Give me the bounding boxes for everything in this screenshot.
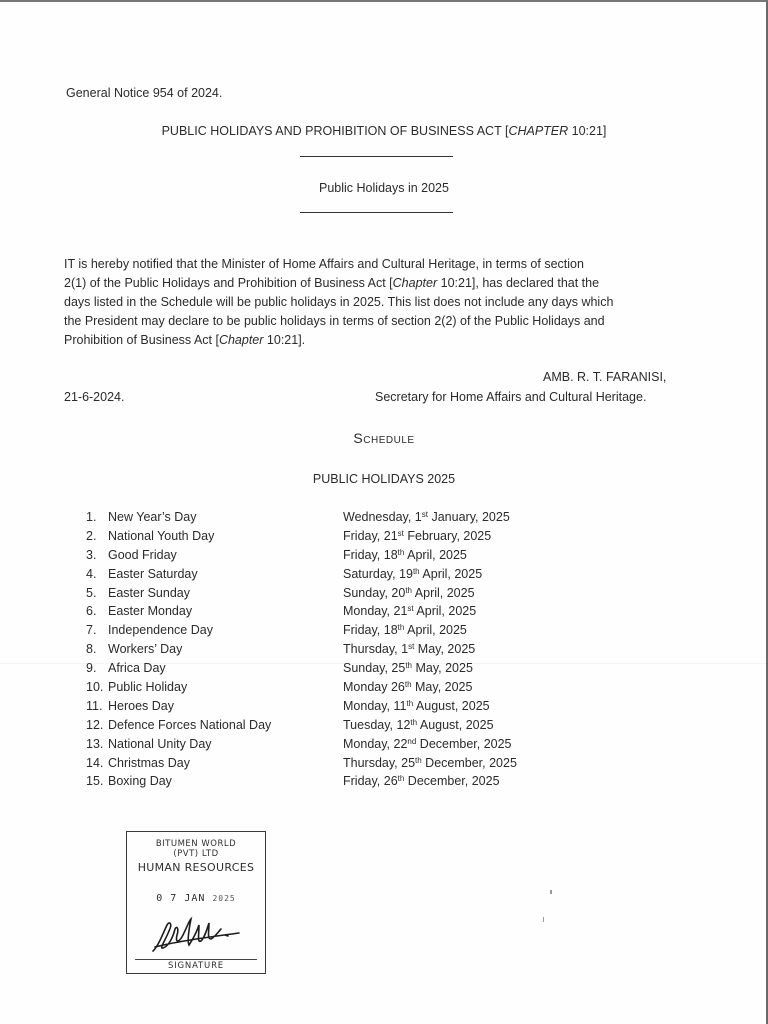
holiday-number: 1. (86, 510, 97, 524)
title-rule-top (300, 156, 453, 157)
holiday-number: 5. (86, 585, 97, 600)
notice-subtitle: Public Holidays in 2025 (319, 181, 449, 195)
holiday-date-rest: April, 2025 (419, 566, 483, 581)
holiday-date-ordinal: th (415, 755, 422, 765)
holiday-date-day: Monday, 22 (343, 736, 408, 751)
holiday-number: 11. (86, 698, 103, 713)
holiday-name: National Youth Day (108, 528, 215, 543)
holiday-number: 8. (86, 642, 97, 657)
holiday-date-rest: April, 2025 (413, 604, 477, 619)
stamp-department: HUMAN RESOURCES (137, 861, 255, 874)
holiday-date (343, 772, 500, 791)
holiday-date (343, 621, 467, 640)
holiday-row (86, 697, 556, 716)
holiday-number: 9. (86, 661, 97, 676)
holiday-name: National Unity Day (108, 736, 212, 751)
stamp-company-line-1: BITUMEN WORLD (155, 839, 237, 849)
holiday-date-day: Monday, 11 (343, 698, 407, 713)
holiday-name: Africa Day (108, 661, 166, 676)
holiday-date-rest: May, 2025 (412, 661, 473, 676)
holiday-date-day: Sunday, 25 (343, 661, 406, 676)
holiday-date (343, 546, 467, 565)
holiday-row (86, 546, 556, 565)
holiday-date-rest: May, 2025 (414, 642, 476, 657)
holiday-date-rest: February, 2025 (403, 528, 492, 543)
holiday-name: Easter Sunday (108, 585, 190, 600)
holiday-date (343, 697, 490, 716)
schedule-heading: Schedule (353, 430, 415, 446)
holiday-row (86, 640, 556, 659)
holiday-row (86, 772, 556, 791)
stamp-date (127, 893, 265, 904)
holiday-number: 2. (86, 528, 97, 543)
stamp-company (127, 839, 265, 859)
holiday-date-ordinal: st (397, 528, 404, 538)
notice-body (64, 255, 704, 350)
holiday-name: Easter Monday (108, 604, 193, 619)
body-line-1: IT is hereby notified that the Minister of Home Affairs and Cultural Heritage, in terms of section (64, 257, 584, 271)
holiday-date (343, 527, 491, 546)
holiday-date-day: Friday, 18 (343, 623, 398, 638)
holiday-date (343, 716, 494, 735)
holiday-date-rest: December, 2025 (404, 774, 500, 789)
holiday-date-rest: December, 2025 (421, 755, 517, 770)
signatory-name: AMB. R. T. FARANISI, (543, 370, 667, 384)
holiday-number: 12. (86, 717, 104, 732)
holiday-date-day: Friday, 21 (343, 528, 398, 543)
holiday-row (86, 508, 556, 527)
stamp-signature-label: SIGNATURE (168, 961, 224, 971)
stamp-signature-line (135, 959, 257, 960)
holiday-date (343, 735, 512, 754)
body-line-4: the President may declare to be public holidays in terms of section 2(2) of the Public Holidays and (64, 314, 605, 328)
stamp-date-day-month: 0 7 JAN (156, 893, 206, 904)
holiday-row (86, 584, 556, 603)
holiday-date-rest: August, 2025 (417, 717, 494, 732)
holiday-number: 7. (86, 623, 97, 638)
holiday-number: 14. (86, 755, 104, 770)
holiday-date (343, 678, 472, 697)
holiday-date-day: Tuesday, 12 (343, 717, 411, 732)
holiday-date-ordinal: th (410, 717, 418, 727)
holiday-date-day: Friday, 18 (343, 547, 398, 562)
holiday-date-day: Saturday, 19 (343, 566, 413, 581)
holiday-name: Boxing Day (108, 774, 172, 789)
holiday-date (343, 602, 476, 621)
holiday-row (86, 527, 556, 546)
holiday-date-rest: April, 2025 (404, 547, 467, 562)
holiday-date (343, 640, 475, 659)
holiday-name: Good Friday (108, 547, 177, 562)
holiday-number: 15. (86, 774, 104, 789)
holiday-date-ordinal: nd (407, 736, 417, 746)
holiday-date-rest: April, 2025 (404, 623, 467, 638)
holiday-date (343, 584, 475, 603)
holiday-row (86, 735, 556, 754)
holiday-row (86, 621, 556, 640)
body-line-5: Prohibition of Business Act [Chapter 10:21]. (64, 333, 306, 347)
holiday-date-day: Thursday, 1 (343, 642, 409, 657)
holiday-name: Christmas Day (108, 755, 190, 770)
holiday-date-day: Wednesday, 1 (343, 510, 422, 524)
holiday-name: Easter Saturday (108, 566, 198, 581)
holiday-date-day: Sunday, 20 (343, 585, 406, 600)
holiday-date-ordinal: th (397, 774, 405, 784)
holiday-row (86, 678, 556, 697)
holiday-row (86, 602, 556, 621)
holiday-name: Independence Day (108, 623, 213, 638)
stamp-date-year: 2025 (212, 894, 236, 903)
holiday-date-ordinal: st (408, 642, 415, 652)
holiday-number: 6. (86, 604, 97, 619)
holiday-date-ordinal: th (397, 623, 405, 633)
holiday-number: 3. (86, 547, 97, 562)
holiday-date (343, 508, 510, 527)
holiday-date-ordinal: st (407, 604, 414, 614)
holiday-name: Public Holiday (108, 680, 188, 695)
holiday-date-ordinal: th (412, 566, 420, 576)
holiday-date (343, 659, 473, 678)
holiday-date-ordinal: th (397, 547, 405, 557)
hr-received-stamp (126, 831, 266, 974)
holiday-list (86, 508, 556, 791)
holiday-date-ordinal: st (421, 510, 428, 519)
holiday-date-ordinal: th (405, 661, 412, 671)
holiday-date-rest: December, 2025 (416, 736, 512, 751)
schedule-subheading: PUBLIC HOLIDAYS 2025 (312, 472, 456, 486)
holiday-date-day: Friday, 26 (343, 774, 398, 789)
holiday-date-rest: May, 2025 (411, 680, 473, 695)
holiday-date (343, 754, 517, 773)
body-line-2: 2(1) of the Public Holidays and Prohibition of Business Act [Chapter 10:21], has declared that the (64, 276, 600, 290)
holiday-name: Workers’ Day (108, 642, 183, 657)
holiday-date (343, 565, 482, 584)
holiday-date-day: Monday 26 (343, 680, 405, 695)
holiday-date-ordinal: th (405, 585, 412, 595)
stamp-company-line-2: (PVT) LTD (173, 849, 219, 859)
holiday-name: Heroes Day (108, 698, 174, 713)
holiday-date-ordinal: th (404, 680, 412, 690)
holiday-number: 13. (86, 736, 104, 751)
holiday-date-day: Monday, 21 (343, 604, 408, 619)
act-title: PUBLIC HOLIDAYS AND PROHIBITION OF BUSINESS ACT [CHAPTER 10:21] (161, 124, 607, 138)
notice-date: 21-6-2024. (64, 390, 125, 404)
signatory-title: Secretary for Home Affairs and Cultural Heritage. (375, 390, 647, 404)
scan-speck (543, 917, 544, 922)
scan-speck (550, 890, 552, 894)
holiday-row (86, 716, 556, 735)
holiday-number: 10. (86, 680, 104, 695)
holiday-date-ordinal: th (406, 698, 414, 708)
holiday-number: 4. (86, 566, 97, 581)
holiday-row (86, 659, 556, 678)
holiday-date-rest: April, 2025 (412, 585, 475, 600)
handwritten-signature (149, 915, 245, 957)
holiday-row (86, 754, 556, 773)
holiday-date-rest: August, 2025 (413, 698, 490, 713)
holiday-name: New Year’s Day (108, 510, 197, 524)
holiday-date-rest: January, 2025 (428, 510, 510, 524)
notice-number: General Notice 954 of 2024. (66, 86, 223, 100)
title-rule-bottom (300, 212, 453, 213)
holiday-date-day: Thursday, 25 (343, 755, 416, 770)
holiday-name: Defence Forces National Day (108, 717, 272, 732)
body-line-3: days listed in the Schedule will be public holidays in 2025. This list does not include any days which (64, 295, 614, 309)
holiday-row (86, 565, 556, 584)
